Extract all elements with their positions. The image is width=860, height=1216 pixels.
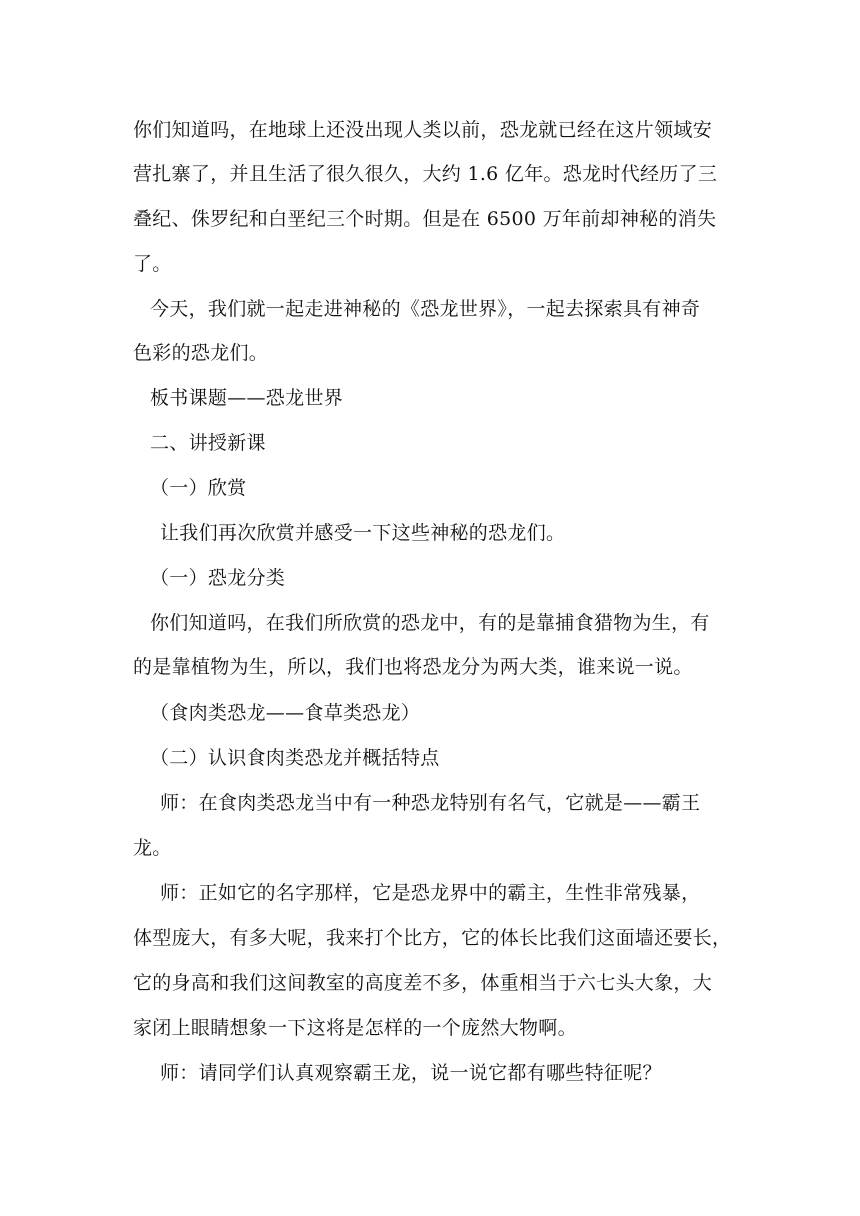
text-line: 体型庞大，有多大呢，我来打个比方，它的体长比我们这面墙还要长， [133,927,732,949]
text-line: 营扎寨了，并且生活了很久很久，大约 1.6 亿年。恐龙时代经历了三 [133,163,718,185]
subsection-heading: （一）恐龙分类 [150,567,286,589]
text-line: 的是靠植物为生，所以，我们也将恐龙分为两大类，谁来说一说。 [133,656,693,678]
text-line: 你们知道吗，在我们所欣赏的恐龙中，有的是靠捕食猎物为生，有 [150,612,710,634]
subsection-heading: （一）欣赏 [150,477,247,499]
text-line: 叠纪、侏罗纪和白垩纪三个时期。但是在 6500 万年前却神秘的消失 [133,208,717,230]
section-heading: 二、讲授新课 [150,432,266,454]
text-line: 龙。 [133,837,172,859]
paragraph-appreciate: 让我们再次欣赏并感受一下这些神秘的恐龙们。 [160,522,566,544]
blackboard-title: 板书课题——恐龙世界 [150,387,344,409]
text-line: 色彩的恐龙们。 [133,342,269,364]
text-line: 今天，我们就一起走进神秘的《恐龙世界》，一起去探索具有神奇 [150,298,701,320]
text-line: 它的身高和我们这间教室的高度差不多，体重相当于六七头大象，大 [133,972,713,994]
text-line: 家闭上眼睛想象一下这将是怎样的一个庞然大物啊。 [133,1017,577,1039]
paragraph-teacher-3: 师：请同学们认真观察霸王龙，说一说它都有哪些特征呢？ [160,1062,662,1084]
subsection-heading: （二）认识食肉类恐龙并概括特点 [150,747,440,769]
text-line: 师：在食肉类恐龙当中有一种恐龙特别有名气，它就是——霸王 [160,792,701,814]
text-line: 师：正如它的名字那样，它是恐龙界中的霸主，生性非常残暴， [160,882,701,904]
text-line: 你们知道吗，在地球上还没出现人类以前，恐龙就已经在这片领域安 [133,119,713,141]
text-line: 了。 [133,253,172,275]
categories-note: （食肉类恐龙——食草类恐龙） [150,702,421,724]
